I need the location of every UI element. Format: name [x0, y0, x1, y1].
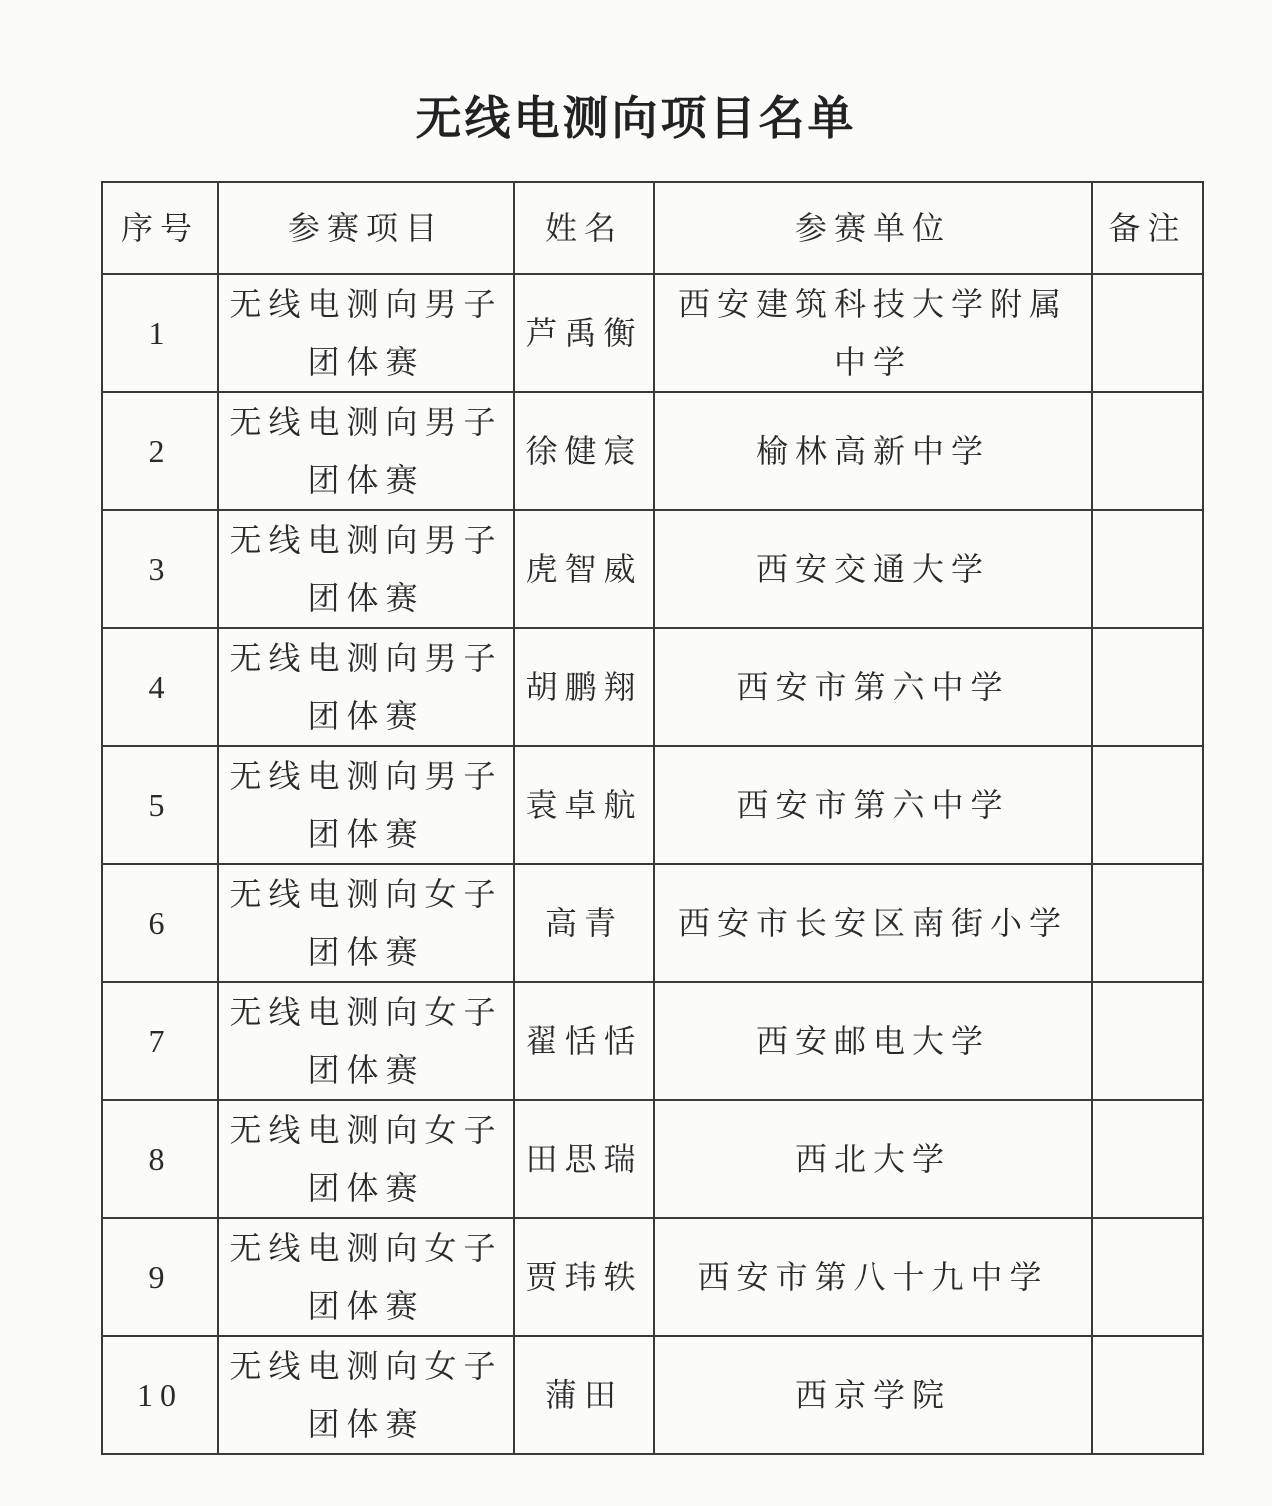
- cell-event: [218, 864, 514, 982]
- cell-unit: 西安邮电大学: [654, 982, 1092, 1100]
- header-row: [102, 182, 1203, 274]
- cell-no: 5: [102, 746, 218, 864]
- table-row: [102, 1100, 1203, 1218]
- cell-remark: [1092, 274, 1203, 392]
- cell-remark: [1092, 1218, 1203, 1336]
- cell-no: 2: [102, 392, 218, 510]
- event-line: 无线电测向男子: [229, 639, 503, 677]
- cell-remark: [1092, 392, 1203, 510]
- cell-unit: 西安市第六中学: [654, 746, 1092, 864]
- event-line: 团体赛: [307, 1051, 425, 1089]
- cell-no: 3: [102, 510, 218, 628]
- table-row: [102, 628, 1203, 746]
- cell-remark: [1092, 746, 1203, 864]
- event-line: 团体赛: [307, 579, 425, 617]
- table-row: [102, 1218, 1203, 1336]
- event-line: 无线电测向男子: [229, 285, 503, 323]
- cell-no: 8: [102, 1100, 218, 1218]
- cell-name: 袁卓航: [514, 746, 654, 864]
- header-remark: 备注: [1092, 182, 1203, 274]
- event-line: 团体赛: [307, 461, 425, 499]
- cell-event: [218, 1218, 514, 1336]
- cell-event: [218, 510, 514, 628]
- cell-unit: 西安交通大学: [654, 510, 1092, 628]
- event-line: 无线电测向男子: [229, 521, 503, 559]
- cell-event: [218, 1100, 514, 1218]
- event-line: 团体赛: [307, 933, 425, 971]
- cell-no: 6: [102, 864, 218, 982]
- cell-name: 虎智威: [514, 510, 654, 628]
- cell-event: [218, 1336, 514, 1454]
- cell-name: 蒲田: [514, 1336, 654, 1454]
- document-title: 无线电测向项目名单: [415, 91, 857, 145]
- cell-remark: [1092, 510, 1203, 628]
- table-row: [102, 1336, 1203, 1454]
- table-body: [102, 274, 1203, 1454]
- cell-no: 7: [102, 982, 218, 1100]
- event-line: 团体赛: [307, 1287, 425, 1325]
- cell-unit: 西北大学: [654, 1100, 1092, 1218]
- cell-unit: 西安市第八十九中学: [654, 1218, 1092, 1336]
- cell-unit: 西安建筑科技大学附属中学: [654, 274, 1092, 392]
- event-line: 无线电测向女子: [229, 993, 503, 1031]
- cell-event: [218, 982, 514, 1100]
- cell-unit: 西安市长安区南街小学: [654, 864, 1092, 982]
- header-event: 参赛项目: [218, 182, 514, 274]
- cell-remark: [1092, 628, 1203, 746]
- cell-remark: [1092, 1100, 1203, 1218]
- roster-table: [101, 181, 1204, 1455]
- table-row: [102, 746, 1203, 864]
- cell-name: 徐健宸: [514, 392, 654, 510]
- table-row: [102, 982, 1203, 1100]
- cell-unit: 榆林高新中学: [654, 392, 1092, 510]
- cell-event: [218, 746, 514, 864]
- event-line: 团体赛: [307, 815, 425, 853]
- event-line: 团体赛: [307, 1169, 425, 1207]
- cell-unit: 西安市第六中学: [654, 628, 1092, 746]
- header-unit: 参赛单位: [654, 182, 1092, 274]
- cell-name: 胡鹏翔: [514, 628, 654, 746]
- event-line: 无线电测向女子: [229, 1229, 503, 1267]
- cell-name: 芦禹衡: [514, 274, 654, 392]
- cell-remark: [1092, 982, 1203, 1100]
- event-line: 团体赛: [307, 343, 425, 381]
- cell-name: 贾玮轶: [514, 1218, 654, 1336]
- event-line: 无线电测向男子: [229, 403, 503, 441]
- event-line: 无线电测向女子: [229, 1111, 503, 1149]
- cell-unit: 西京学院: [654, 1336, 1092, 1454]
- table-row: [102, 274, 1203, 392]
- event-line: 无线电测向女子: [229, 1347, 503, 1385]
- event-line: 团体赛: [307, 1405, 425, 1443]
- cell-name: 田思瑞: [514, 1100, 654, 1218]
- table-row: [102, 510, 1203, 628]
- cell-no: 10: [102, 1336, 218, 1454]
- header-name: 姓名: [514, 182, 654, 274]
- cell-no: 9: [102, 1218, 218, 1336]
- cell-event: [218, 628, 514, 746]
- cell-no: 1: [102, 274, 218, 392]
- table-row: [102, 864, 1203, 982]
- header-no: 序号: [102, 182, 218, 274]
- cell-remark: [1092, 864, 1203, 982]
- cell-name: 高青: [514, 864, 654, 982]
- table-row: [102, 392, 1203, 510]
- cell-event: [218, 392, 514, 510]
- event-line: 无线电测向男子: [229, 757, 503, 795]
- event-line: 无线电测向女子: [229, 875, 503, 913]
- event-line: 团体赛: [307, 697, 425, 735]
- cell-remark: [1092, 1336, 1203, 1454]
- cell-no: 4: [102, 628, 218, 746]
- cell-name: 翟恬恬: [514, 982, 654, 1100]
- cell-event: [218, 274, 514, 392]
